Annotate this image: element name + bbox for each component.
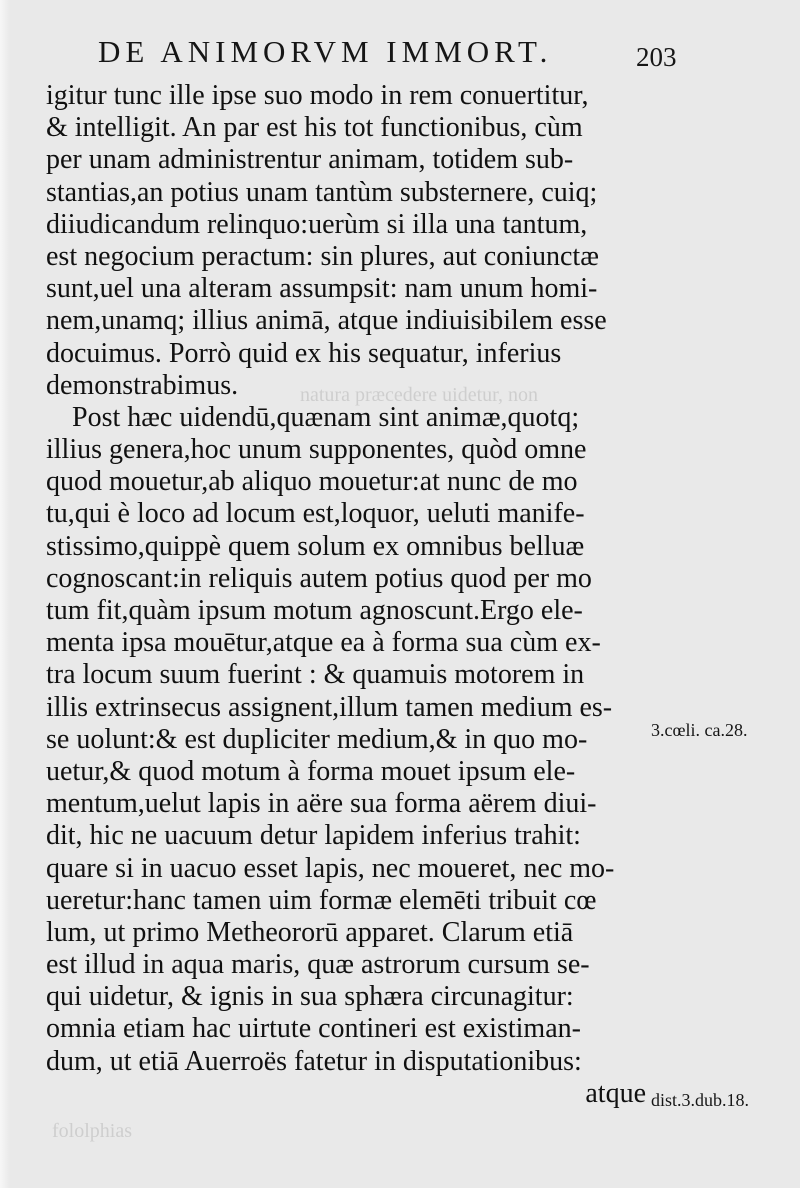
text-line: nem,unamq; illius animā, atque indiuisibilem esse bbox=[46, 305, 607, 337]
text-line: omnia etiam hac uirtute contineri est existiman- bbox=[46, 1013, 581, 1045]
text-line: ueretur:hanc tamen uim formæ elemēti tribuit cœ bbox=[46, 884, 597, 916]
text-line: quod mouetur,ab aliquo mouetur:at nunc de mo bbox=[46, 466, 578, 498]
text-line: tum fit,quàm ipsum motum agnoscunt.Ergo ele- bbox=[46, 595, 583, 626]
bleed-through-text-upper: natura præcedere uidetur, non bbox=[300, 384, 538, 406]
text-line: dit, hic ne uacuum detur lapidem inferius trahit: bbox=[46, 820, 581, 852]
margin-note-citation: dist.3.dub.18. bbox=[651, 1090, 750, 1110]
text-line: diiudicandum relinquo:uerùm si illa una tantum, bbox=[46, 208, 588, 240]
bleed-through-text-lower: fololphias bbox=[52, 1120, 132, 1142]
text-line: tra locum suum fuerint : & quamuis motorem in bbox=[46, 659, 585, 691]
page-gutter-edge bbox=[0, 0, 10, 1188]
running-head-title: DE ANIMORVM IMMORT. bbox=[98, 34, 553, 69]
text-line: menta ipsa mouētur,atque ea à forma sua cùm ex- bbox=[46, 627, 601, 659]
text-line: igitur tunc ille ipse suo modo in rem conuertitur, bbox=[46, 80, 589, 111]
margin-note-citation: 3.cœli. ca.28. bbox=[651, 720, 748, 740]
text-line: se uolunt:& est dupliciter medium,& in quo mo- bbox=[46, 723, 588, 755]
text-line: docuimus. Porrò quid ex his sequatur, inferius bbox=[46, 337, 562, 369]
text-line: cognoscant:in reliquis autem potius quod per mo bbox=[46, 562, 592, 594]
text-line: qui uidetur, & ignis in sua sphæra circunagitur: bbox=[46, 981, 574, 1013]
text-line: lum, ut primo Metheororū apparet. Clarum etiā bbox=[46, 916, 574, 948]
text-line: illius genera,hoc unum supponentes, quòd omne bbox=[46, 434, 587, 466]
catchword: atque bbox=[585, 1077, 646, 1109]
paragraph-start-line: Post hæc uidendū,quænam sint animæ,quotq; bbox=[72, 401, 580, 433]
text-line: est negocium peractum: sin plures, aut coniunctæ bbox=[46, 240, 599, 272]
text-line: stantias,an potius unam tantùm substernere, cuiq; bbox=[46, 176, 598, 208]
text-line: tu,qui è loco ad locum est,loquor, ueluti manife- bbox=[46, 498, 585, 530]
text-line: demonstrabimus. bbox=[46, 369, 239, 401]
text-line: quare si in uacuo esset lapis, nec moueret, nec mo- bbox=[46, 852, 615, 884]
text-line: dum, ut etiā Auerroës fatetur in disputationibus: bbox=[46, 1045, 582, 1077]
text-line: stissimo,quippè quem solum ex omnibus belluæ bbox=[46, 530, 585, 562]
text-line: mentum,uelut lapis in aëre sua forma aërem diui- bbox=[46, 788, 597, 820]
text-line: sunt,uel una alteram assumpsit: nam unum homi- bbox=[46, 273, 598, 305]
text-line: uetur,& quod motum à forma mouet ipsum ele- bbox=[46, 755, 576, 787]
text-line: & intelligit. An par est his tot functionibus, cùm bbox=[46, 112, 583, 144]
text-line: illis extrinsecus assignent,illum tamen medium es- bbox=[46, 691, 613, 723]
text-line: per unam administrentur animam, totidem sub- bbox=[46, 144, 574, 176]
text-line: est illud in aqua maris, quæ astrorum cursum se- bbox=[46, 949, 590, 981]
body-text-block bbox=[46, 80, 646, 1110]
page-number: 203 bbox=[636, 42, 677, 72]
